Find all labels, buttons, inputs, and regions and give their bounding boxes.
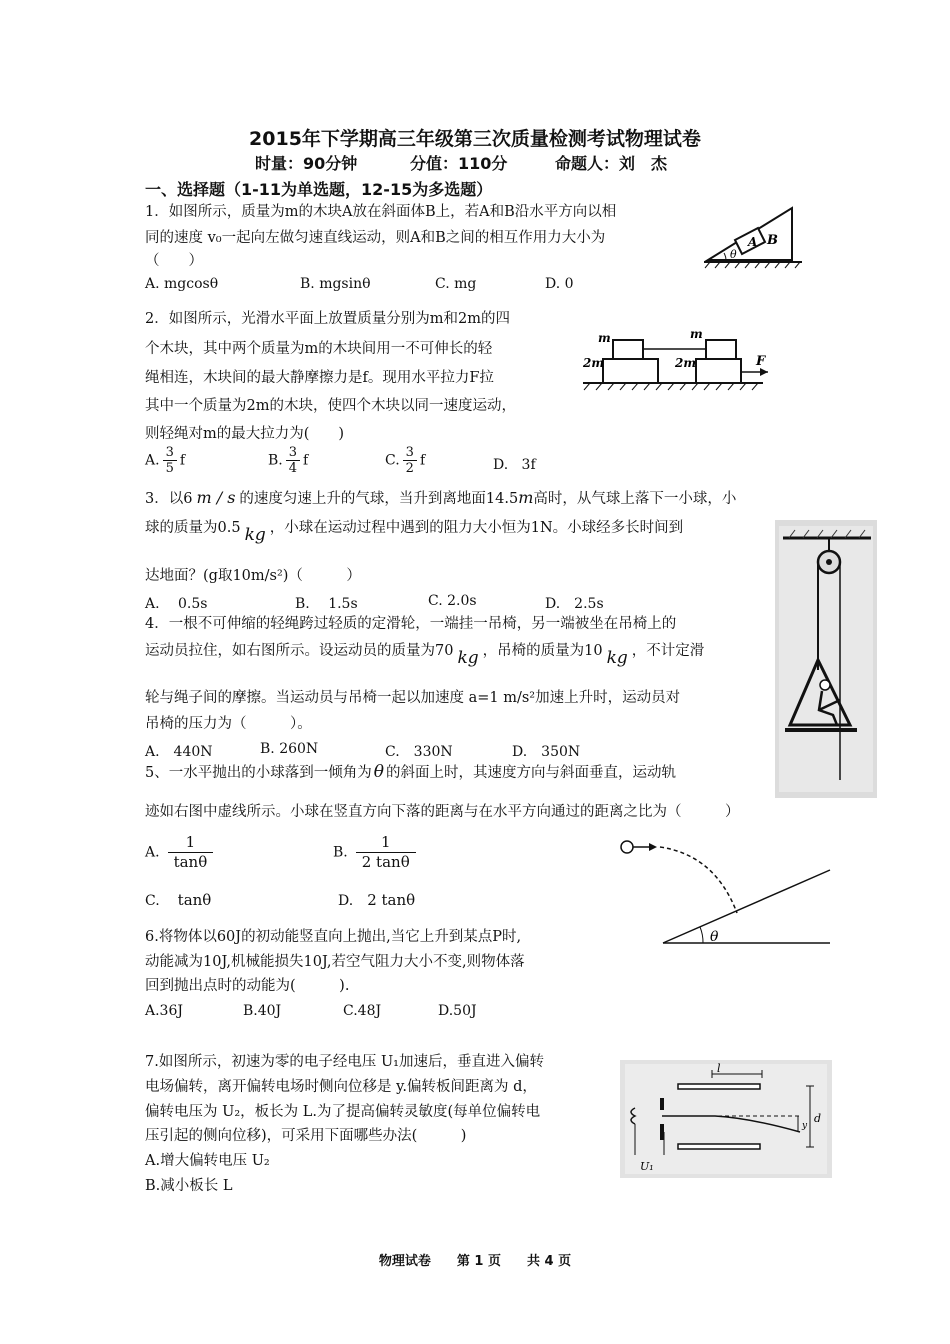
q5-projectile-figure xyxy=(615,835,835,950)
section-heading: 一、选择题（1-11为单选题，12-15为多选题） xyxy=(145,180,493,199)
q2-line3: 绳相连，木块间的最大静摩擦力是f。现用水平拉力F拉 xyxy=(145,370,494,386)
q2-label-f: F xyxy=(756,354,766,369)
q6-line3: 回到抛出点时的动能为( ). xyxy=(145,978,350,994)
q6-option-a: A.36J xyxy=(145,1003,183,1019)
q2-line2: 个木块，其中两个质量为m的木块间用一不可伸长的轻 xyxy=(145,341,493,357)
q7-label-u1: U₁ xyxy=(640,1160,654,1173)
q1-label-theta: θ xyxy=(730,248,737,261)
q1-line2: 同的速度 v₀一起向左做匀速直线运动，则A和B之间的相互作用力大小为 xyxy=(145,230,606,246)
q4-line1: 4．一根不可伸缩的轻绳跨过轻质的定滑轮，一端挂一吊椅，另一端被坐在吊椅上的 xyxy=(145,616,677,632)
q2-line1: 2．如图所示，光滑水平面上放置质量分别为m和2m的四 xyxy=(145,311,510,327)
q7-line3: 偏转电压为 U₂，板长为 L.为了提高偏转灵敏度(每单位偏转电 xyxy=(145,1104,541,1120)
q2-label-m1: m xyxy=(598,331,611,345)
q1-line3: （ ） xyxy=(145,253,203,269)
q7-option-a: A.增大偏转电压 U₂ xyxy=(145,1153,270,1169)
q6-option-d: D.50J xyxy=(438,1003,477,1019)
q1-option-d: D. 0 xyxy=(545,276,574,292)
q2-label-m2: m xyxy=(690,327,703,341)
q7-line4: 压引起的侧向位移)，可采用下面哪些办法( ) xyxy=(145,1128,467,1144)
q4-line2: 运动员拉住，如右图所示。设运动员的质量为70 kg ，吊椅的质量为10 kg ，不计定滑 xyxy=(145,643,705,668)
q4-option-c: C. 330N xyxy=(385,744,453,760)
q5-option-c: C. tanθ xyxy=(145,891,212,909)
q5-line1: 5、一水平抛出的小球落到一倾角为 θ 的斜面上时，其速度方向与斜面垂直，运动轨 xyxy=(145,762,676,782)
q7-label-y: y xyxy=(802,1121,808,1131)
q2-option-c: C. $\frac{3}{2}$ f xyxy=(385,445,426,476)
q5-option-b: B. $\frac{1}{2 \tan\theta}$ xyxy=(333,833,410,872)
q4-option-a: A. 440N xyxy=(145,744,213,760)
q3-line2: 球的质量为0.5 kg ，小球在运动过程中遇到的阻力大小恒为1N。小球经多长时间到 xyxy=(145,520,684,545)
page-title: 2015年下学期高三年级第三次质量检测考试物理试卷 xyxy=(249,128,701,150)
q7-deflection-figure xyxy=(620,1060,832,1178)
q2-option-a: A. $\frac{3}{5}$ f xyxy=(145,445,186,476)
q1-label-b: B xyxy=(767,233,778,248)
q3-option-c: C. 2.0s xyxy=(428,593,477,609)
q5-label-theta: θ xyxy=(710,929,719,945)
q2-option-d: D. 3f xyxy=(493,457,536,473)
q3-option-a: A. 0.5s xyxy=(145,596,208,612)
q2-line5: 则轻绳对m的最大拉力为( ) xyxy=(145,426,345,442)
q5-line2: 迹如右图中虚线所示。小球在竖直方向下落的距离与在水平方向通过的距离之比为（ ） xyxy=(145,804,740,820)
q3-option-d: D. 2.5s xyxy=(545,596,604,612)
q1-option-c: C. mg xyxy=(435,276,477,292)
q4-pulley-chair-figure xyxy=(775,520,877,798)
q2-blocks-figure xyxy=(578,325,773,395)
q4-option-d: D. 350N xyxy=(512,744,581,760)
q2-option-b: B. $\frac{3}{4}$ f xyxy=(268,445,309,476)
q6-line2: 动能减为10J,机械能损失10J,若空气阻力大小不变,则物体落 xyxy=(145,954,525,970)
q7-line1: 7.如图所示，初速为零的电子经电压 U₁加速后，垂直进入偏转 xyxy=(145,1054,544,1070)
q6-line1: 6.将物体以60J的初动能竖直向上抛出,当它上升到某点P时, xyxy=(145,929,522,945)
q4-option-b: B. 260N xyxy=(260,741,319,757)
q4-line4: 吊椅的压力为（ ）。 xyxy=(145,716,312,732)
exam-score: 分值：110分 xyxy=(410,154,508,173)
q1-option-a: A. mgcosθ xyxy=(145,276,219,292)
q2-label-2m-right: 2m xyxy=(675,356,697,370)
q6-option-c: C.48J xyxy=(343,1003,382,1019)
exam-time: 时量：90分钟 xyxy=(255,154,358,173)
q5-option-d: D. 2 tanθ xyxy=(338,891,416,909)
q7-option-b: B.减小板长 L xyxy=(145,1178,233,1194)
q1-line1: 1．如图所示，质量为m的木块A放在斜面体B上，若A和B沿水平方向以相 xyxy=(145,204,617,220)
q3-option-b: B. 1.5s xyxy=(295,596,358,612)
q7-line2: 电场偏转，离开偏转电场时侧向位移是 y.偏转板间距离为 d， xyxy=(145,1079,537,1095)
q5-option-a: A. $\frac{1}{\tan\theta}$ xyxy=(145,833,207,872)
q7-label-l: l xyxy=(717,1062,721,1075)
q4-line3: 轮与绳子间的摩擦。当运动员与吊椅一起以加速度 a=1 m/s²加速上升时，运动员对 xyxy=(145,690,681,706)
q3-line1: 3．以6 m / s 的速度匀速上升的气球，当升到离地面14.5m高时，从气球上落下一小球，小 xyxy=(145,488,737,507)
page-footer: 物理试卷 第 1 页 共 4 页 xyxy=(378,1254,572,1269)
q6-option-b: B.40J xyxy=(243,1003,282,1019)
q1-label-a: A xyxy=(748,235,758,249)
q2-line4: 其中一个质量为2m的木块，使四个木块以同一速度运动， xyxy=(145,398,516,414)
exam-author: 命题人：刘 杰 xyxy=(555,154,668,173)
q2-label-2m-left: 2m xyxy=(583,356,605,370)
q1-option-b: B. mgsinθ xyxy=(300,276,371,292)
q7-label-d: d xyxy=(814,1112,822,1125)
q1-incline-figure xyxy=(700,200,805,270)
q3-line3: 达地面？(g取10m/s²)（ ） xyxy=(145,568,361,584)
